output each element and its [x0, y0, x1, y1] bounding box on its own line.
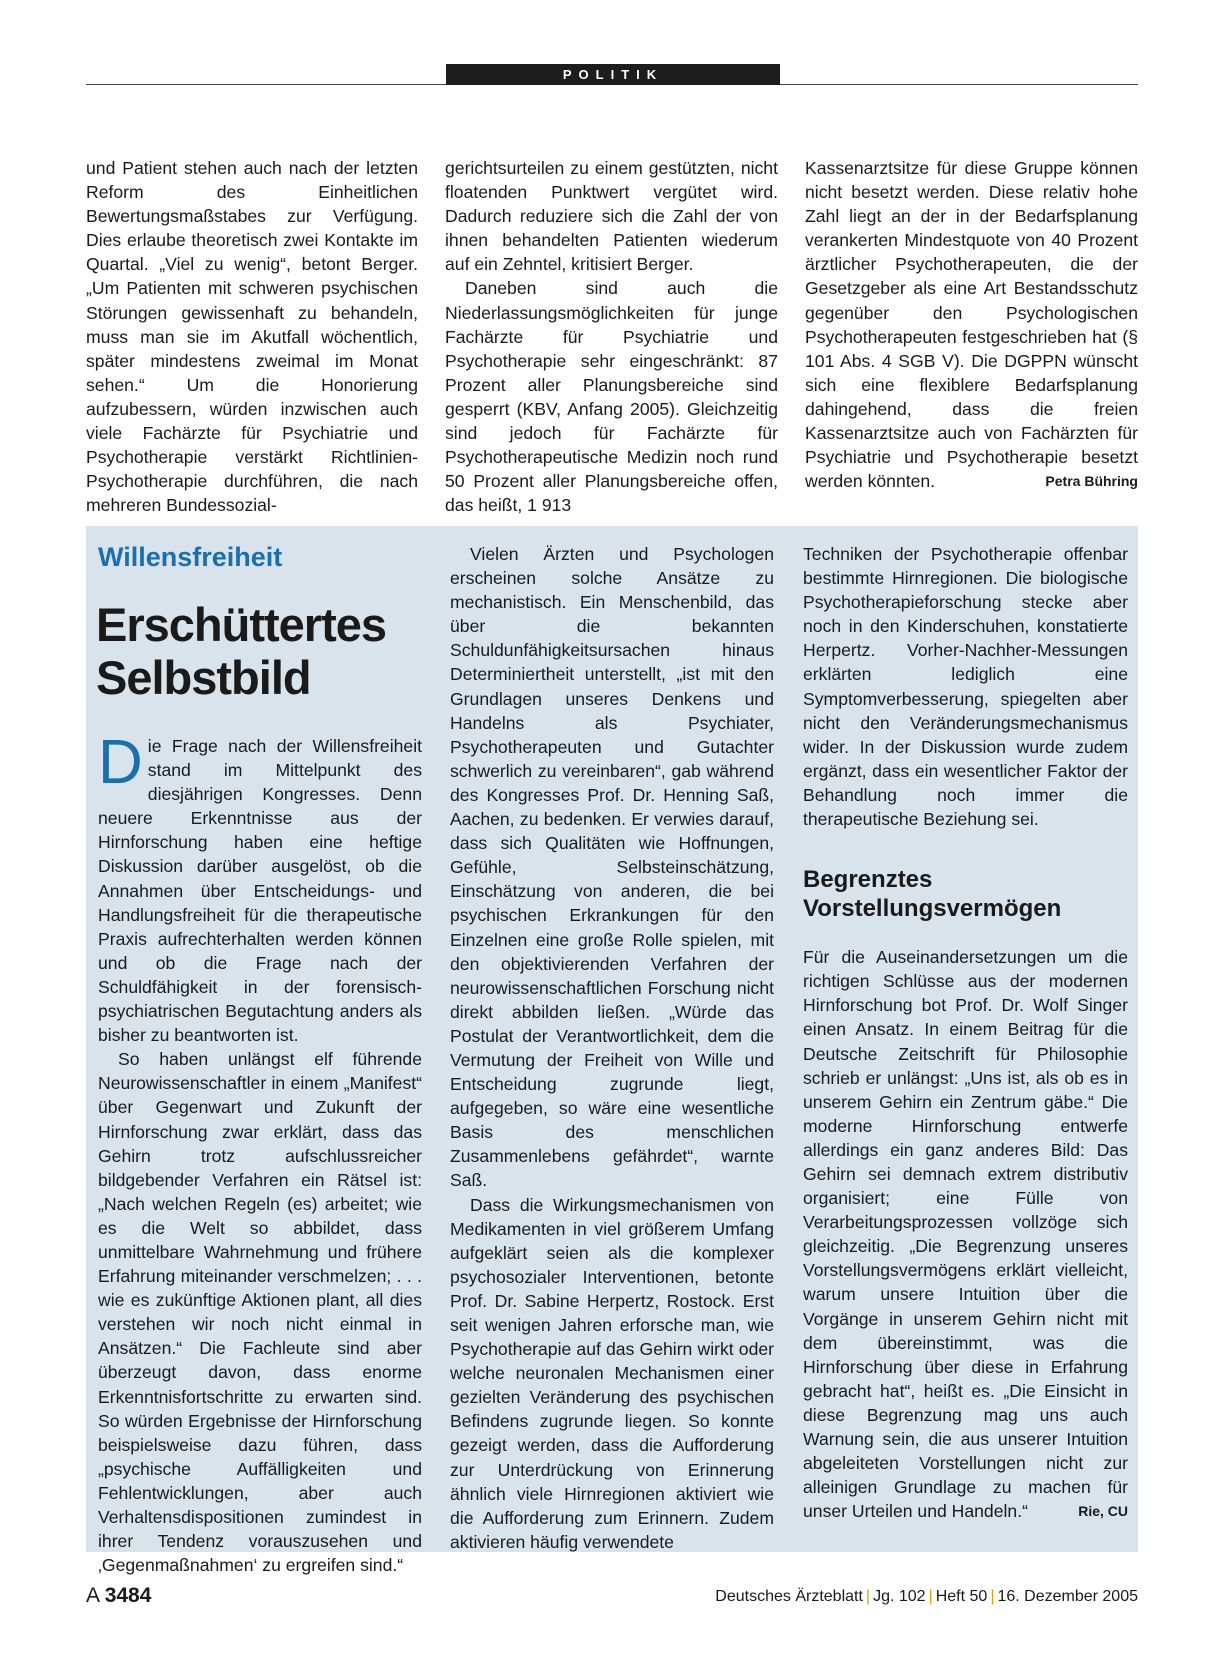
paragraph: Daneben sind auch die Niederlassungsmöglichkeiten für junge Fachärzte für Psychiatrie und Psychotherapie sehr eingeschränkt: 87 Prozent aller Planungsbereiche sind gesperrt (KBV, Anfang 2005). Gleichzeitig sind jedoch für Fachärzte für Psychotherapeutische Medizin noch rund 50 Prozent aller Planungsbereiche offen, das heißt, 1 913 — [445, 278, 778, 516]
subheading: Begrenztes Vorstellungsvermögen — [803, 866, 1062, 923]
paragraph: Für die Auseinandersetzungen um die richtigen Schlüsse aus der modernen Hirnforschung bot Prof. Dr. Wolf Singer einen Ansatz. In einem Beitrag für die Deutsche Zeitschrift für Philosophie schrieb er unlängst: „Uns ist, als ob es in unserem Gehirn ein Zentrum gäbe.“ Die moderne Hirnforschung entwerfe allerdings ein ganz anderes Bild: Das Gehirn sei demnach extrem distributiv organisiert; eine Fülle von Verarbeitungsprozessen vollzöge sich gleichzeitig. „Die Begrenzung unseres Vorstellungsvermögens erklärt vielleicht, warum unsere Intuition über die Vorgänge in unserem Gehirn nicht mit dem übereinstimmt, was die Hirnforschung über diese in Erfahrung gebracht hat“, heißt es. „Die Einsicht in diese Begrenzung mag uns auch Warnung sein, die aus unserer Intuition abgeleiteten Vorstellungen nicht zur alleinigen Grundlage zu machen für unser Urteilen und Handeln.“ Rie, CU — [803, 945, 1128, 1523]
top-column-2 — [445, 156, 778, 517]
drop-cap: D — [98, 728, 143, 797]
paragraph: und Patient stehen auch nach der letzten Reform des Einheitlichen Bewertungsmaßstabes zur Verfügung. Dies erlaube theoretisch zwei Kontakte im Quartal. „Viel zu wenig“, betont Berger. „Um Patienten mit schweren psychischen Störungen gewissenhaft zu behandeln, muss man sie im Akutfall wöchentlich, später mindestens zweimal im Monat sehen.“ Um die Honorierung aufzubessern, würden inzwischen auch viele Fachärzte für Psychiatrie und Psychotherapie verstärkt Richtlinien-Psychotherapie durchführen, die nach mehreren Bundessozial- — [86, 158, 418, 516]
journal-citation: Deutsches Ärzteblatt | Jg. 102 | Heft 50 | 16. Dezember 2005 — [715, 1588, 1138, 1605]
paragraph: gerichtsurteilen zu einem gestützten, nicht floatenden Punktwert vergütet wird. Dadurch reduziere sich die Zahl der von ihnen behandelten Patienten wiederum auf ein Zehntel, kritisiert Berger. — [445, 158, 778, 275]
article-kicker: Willensfreiheit — [98, 542, 283, 572]
paragraph: Dass die Wirkungsmechanismen von Medikamenten in viel größerem Umfang aufgeklärt seien als die komplexer psychosozialer Interventionen, betonte Prof. Dr. Sabine Herpertz, Rostock. Erst seit wenigen Jahren erforsche man, wie Psychotherapie auf das Gehirn wirkt oder welche neuronalen Mechanismen einer gezielten Veränderung des psychischen Befindens zugrunde liegen. So konnte gezeigt werden, dass die Aufforderung zur Unterdrückung von Erinnerung ähnlich viele Hirnregionen aktiviert wie die Aufforderung zum Erinnern. Zudem aktivieren häufig verwendete — [450, 1194, 774, 1552]
paragraph: So haben unlängst elf führende Neurowissenschaftler in einem „Manifest“ über Gegenwart und Zukunft der Hirnforschung zwar erklärt, dass das Gehirn trotz aufschlussreicher bildgebender Verfahren ein Rätsel ist: „Nach welchen Regeln (es) arbeitet; wie es die Welt so abbildet, dass unmittelbare Wahrnehmung und frühere Erfahrung miteinander verschmelzen; . . . wie es zukünftige Aktionen plant, all dies verstehen wir noch nicht einmal in Ansätzen.“ Die Fachleute sind aber überzeugt davon, dass enorme Erkenntnisfortschritte zu erwarten sind. So würden Ergebnisse der Hirnforschung beispielsweise dazu führen, dass „psychische Auffälligkeiten und Fehlentwicklungen, aber auch Verhaltensdispositionen zumindest in ihrer Tendenz vorauszusehen und ‚Gegenmaßnahmen‘ zu ergreifen sind.“ — [98, 1049, 422, 1576]
box-column-3 — [803, 542, 1128, 1523]
author-byline: Rie, CU — [1078, 1503, 1128, 1520]
author-byline: Petra Bühring — [1045, 473, 1138, 490]
article-headline: Erschüttertes Selbstbild — [96, 598, 386, 704]
paragraph: Vielen Ärzten und Psychologen erscheinen solche Ansätze zu mechanistisch. Ein Menschenbild, das über die bekannten Schuldunfähigkeitsursachen hinaus Determiniertheit unterstellt, „ist mit den Grundlagen unseres Denkens und Handelns als Psychiater, Psychotherapeuten und Gutachter schwerlich zu vereinbaren“, gab während des Kongresses Prof. Dr. Henning Saß, Aachen, zu bedenken. Er verwies darauf, dass sich Qualitäten wie Hoffnungen, Gefühle, Selbsteinschätzung, Einschätzung von anderen, die bei psychischen Erkrankungen für den Einzelnen eine große Rolle spielen, mit den objektivierenden Verfahren der neurowissenschaftlichen Forschung nicht direkt abbilden ließen. „Würde das Postulat der Verantwortlichkeit, dem die Vermutung der Freiheit von Wille und Entscheidung zugrunde liegt, aufgegeben, so wäre eine wesentliche Basis des menschlichen Zusammenlebens gefährdet“, warnte Saß. — [450, 544, 774, 1191]
paragraph: Die Frage nach der Willensfreiheit stand im Mittelpunkt des diesjährigen Kongresses. Denn neuere Erkenntnisse aus der Hirnforschung haben eine heftige Diskussion darüber ausgelöst, ob die Annahmen über Entscheidungs- und Handlungsfreiheit für die therapeutische Praxis aufrechterhalten werden können und ob die Frage nach der Schuldfähigkeit in der forensisch-psychiatrischen Begutachtung anders als bisher zu beantworten ist. — [98, 728, 422, 1046]
box-column-1 — [98, 728, 422, 1577]
top-column-3 — [805, 156, 1138, 493]
top-column-1 — [86, 156, 418, 517]
paragraph: Kassenarztsitze für diese Gruppe können nicht besetzt werden. Diese relativ hohe Zahl liegt an der in der Bedarfsplanung verankerten Mindestquote von 40 Prozent ärztlicher Psychotherapeuten, die der Gesetzgeber als eine Art Bestandsschutz gegenüber den Psychologischen Psychotherapeuten festgeschrieben hat (§ 101 Abs. 4 SGB V). Die DGPPN wünscht sich eine flexiblere Bedarfsplanung dahingehend, dass die freien Kassenarztsitze auch von Fachärzten für Psychiatrie und Psychotherapie besetzt werden könnten. Petra Bühring — [805, 156, 1138, 493]
paragraph: Techniken der Psychotherapie offenbar bestimmte Hirnregionen. Die biologische Psychotherapieforschung stecke aber noch in den Kinderschuhen, konstatierte Herpertz. Vorher-Nachher-Messungen erklärten lediglich eine Symptomverbesserung, spiegelten aber nicht den Veränderungsmechanismus wider. In der Diskussion wurde zudem ergänzt, dass ein wesentlicher Faktor der Behandlung noch immer die therapeutische Beziehung sei. — [803, 544, 1128, 830]
page-number: A 3484 — [86, 1584, 152, 1607]
box-column-2 — [450, 542, 774, 1554]
section-label: POLITIK — [446, 64, 780, 85]
